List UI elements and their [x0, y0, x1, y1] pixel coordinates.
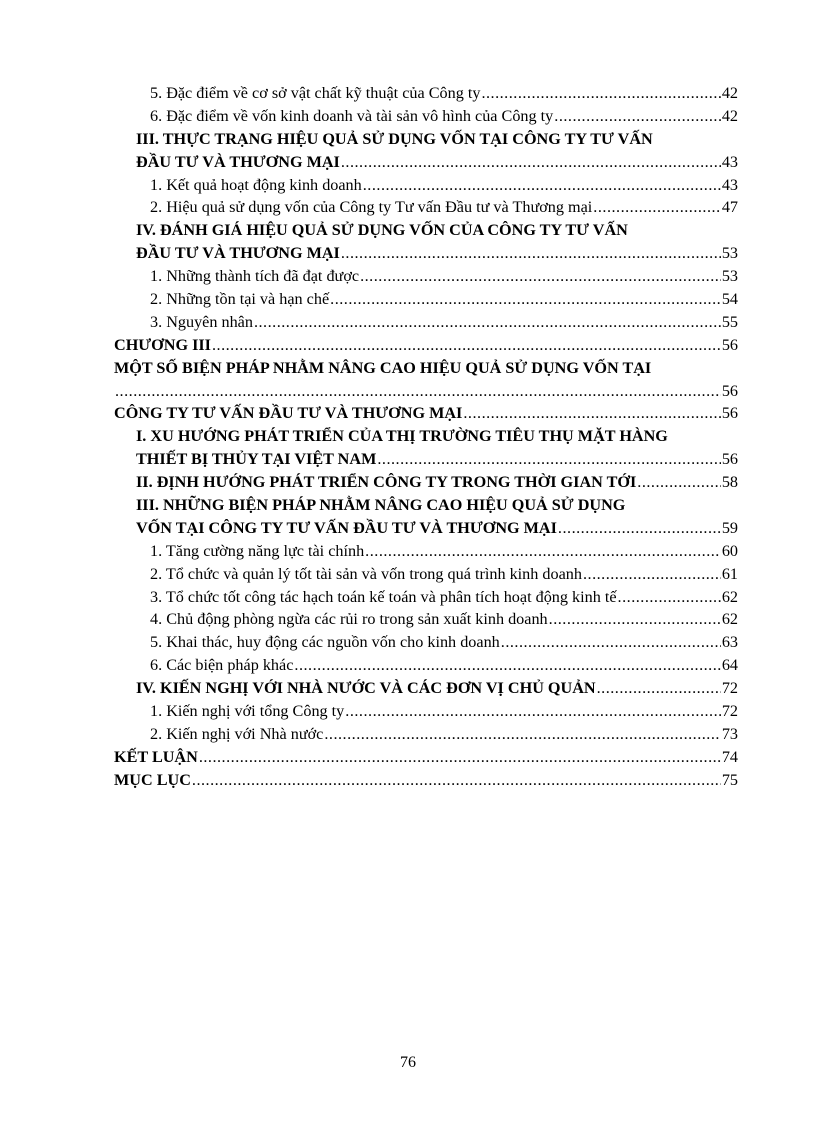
toc-entry — [114, 586, 738, 609]
toc-entry-title: IV. KIẾN NGHỊ VỚI NHÀ NƯỚC VÀ CÁC ĐƠN VỊ CHỦ QUẢN — [136, 679, 596, 698]
toc-entry — [114, 700, 738, 723]
toc-entry — [114, 448, 738, 471]
toc-entry-page: 64 — [721, 656, 738, 675]
toc-entry — [114, 425, 738, 448]
toc-entry-title: KẾT LUẬN — [114, 747, 198, 766]
toc-dot-leader — [463, 402, 720, 425]
toc-entry-title: 5. Đặc điểm về cơ sở vật chất kỹ thuật của Công ty — [150, 84, 481, 102]
toc-entry-title: III. NHỮNG BIỆN PHÁP NHẰM NÂNG CAO HIỆU QUẢ SỬ DỤNG — [136, 496, 626, 515]
toc-entry — [114, 334, 738, 357]
toc-entry-title: MỤC LỤC — [114, 770, 191, 789]
toc-dot-leader — [583, 563, 721, 586]
toc-entry-title: 6. Các biện pháp khác — [150, 656, 294, 675]
toc-entry-title: MỘT SỐ BIỆN PHÁP NHẰM NÂNG CAO HIỆU QUẢ SỬ DỤNG VỐN TẠI — [114, 358, 652, 377]
toc-dot-leader — [554, 105, 721, 128]
toc-entry — [114, 540, 738, 563]
toc-entry-title: 2. Những tồn tại và hạn chế — [150, 290, 330, 309]
toc-dot-leader — [294, 654, 720, 677]
toc-dot-leader — [558, 517, 721, 540]
page-number: 76 — [400, 1054, 416, 1071]
toc-entry-title: 1. Những thành tích đã đạt được — [150, 267, 360, 286]
toc-entry-page: 42 — [721, 84, 738, 102]
toc-dot-leader — [212, 334, 721, 357]
toc-entry-page: 73 — [721, 724, 738, 743]
toc-dot-leader — [593, 196, 721, 219]
toc-entry — [114, 654, 738, 677]
toc-entry-page: 56 — [721, 335, 738, 354]
toc-entry — [114, 288, 738, 311]
toc-dot-leader — [549, 608, 721, 631]
toc-entry — [114, 82, 738, 105]
toc-entry — [114, 105, 738, 128]
toc-entry-title: ĐẦU TƯ VÀ THƯƠNG MẠI — [136, 244, 340, 263]
toc-entry — [114, 677, 738, 700]
toc-entry — [114, 471, 738, 494]
toc-entry — [114, 311, 738, 334]
toc-entry-page: 62 — [721, 610, 738, 629]
toc-entry-title: 2. Hiệu quả sử dụng vốn của Công ty Tư vấn Đầu tư và Thương mại — [150, 198, 593, 217]
toc-entry-page: 42 — [721, 106, 738, 125]
toc-dot-leader — [618, 586, 721, 609]
toc-dot-leader — [363, 174, 721, 197]
toc-entry-page: 58 — [721, 473, 738, 492]
toc-entry-title: VỐN TẠI CÔNG TY TƯ VẤN ĐẦU TƯ VÀ THƯƠNG MẠI — [136, 518, 557, 537]
toc-entry-title: 2. Kiến nghị với Nhà nước — [150, 724, 324, 743]
toc-dot-leader — [330, 288, 721, 311]
toc-entry — [114, 151, 738, 174]
toc-entry-page: 75 — [721, 770, 738, 789]
toc-entry-title: 3. Nguyên nhân — [150, 312, 253, 331]
toc-entry — [114, 380, 738, 403]
toc-entry-title: 6. Đặc điểm về vốn kinh doanh và tài sản vô hình của Công ty — [150, 106, 554, 125]
toc-entry-title: CHƯƠNG III — [114, 335, 211, 354]
toc-entry-page: 56 — [721, 404, 738, 423]
toc-dot-leader — [324, 723, 720, 746]
toc-entry — [114, 563, 738, 586]
toc-entry-page: 63 — [721, 633, 738, 652]
toc-entry-page: 74 — [721, 747, 738, 766]
toc-entry-page: 60 — [721, 541, 738, 560]
toc-entry-title: CÔNG TY TƯ VẤN ĐẦU TƯ VÀ THƯƠNG MẠI — [114, 404, 463, 423]
toc-dot-leader — [341, 151, 721, 174]
toc-entry-page: 61 — [721, 564, 738, 583]
toc-entry — [114, 219, 738, 242]
toc-entry — [114, 769, 738, 792]
toc-entry-title: I. XU HƯỚNG PHÁT TRIỂN CỦA THỊ TRƯỜNG TIÊU THỤ MẶT HÀNG — [136, 427, 668, 446]
toc-entry — [114, 517, 738, 540]
toc-entry — [114, 746, 738, 769]
toc-entry — [114, 723, 738, 746]
toc-entry-title: 3. Tổ chức tốt công tác hạch toán kế toán và phân tích hoạt động kinh tế — [150, 587, 617, 606]
toc-entry-title: III. THỰC TRẠNG HIỆU QUẢ SỬ DỤNG VỐN TẠI CÔNG TY TƯ VẤN — [136, 129, 653, 148]
toc-entry-title: ĐẦU TƯ VÀ THƯƠNG MẠI — [136, 152, 340, 171]
toc-dot-leader — [254, 311, 721, 334]
toc-entry — [114, 402, 738, 425]
toc-entry — [114, 196, 738, 219]
toc-dot-leader — [345, 700, 721, 723]
toc-entry-title: 1. Kiến nghị với tổng Công ty — [150, 702, 345, 721]
toc-entry — [114, 174, 738, 197]
toc-entry-title: II. ĐỊNH HƯỚNG PHÁT TRIỂN CÔNG TY TRONG THỜI GIAN TỚI — [136, 473, 637, 492]
toc-dot-leader — [637, 471, 721, 494]
toc-dot-leader — [115, 380, 721, 403]
toc-entry-page: 72 — [721, 679, 738, 698]
toc-dot-leader — [341, 242, 721, 265]
toc-entry-page: 47 — [721, 198, 738, 217]
toc-entry-page: 62 — [721, 587, 738, 606]
table-of-contents — [114, 82, 738, 792]
toc-entry-page: 59 — [721, 518, 738, 537]
toc-entry — [114, 265, 738, 288]
toc-dot-leader — [192, 769, 721, 792]
toc-entry-page: 43 — [721, 175, 738, 194]
toc-entry-page: 53 — [721, 267, 738, 286]
toc-dot-leader — [597, 677, 721, 700]
toc-entry-title: 4. Chủ động phòng ngừa các rủi ro trong sản xuất kinh doanh — [150, 610, 548, 629]
toc-entry — [114, 631, 738, 654]
toc-entry-title: THIẾT BỊ THỦY TẠI VIỆT NAM — [136, 450, 377, 469]
toc-dot-leader — [365, 540, 721, 563]
toc-entry-title: 1. Tăng cường năng lực tài chính — [150, 541, 365, 560]
toc-entry-page: 72 — [721, 702, 738, 721]
toc-dot-leader — [360, 265, 721, 288]
toc-entry-title: 1. Kết quả hoạt động kinh doanh — [150, 175, 362, 194]
toc-entry-title: 2. Tổ chức và quản lý tốt tài sản và vốn trong quá trình kinh doanh — [150, 564, 582, 583]
toc-entry — [114, 242, 738, 265]
toc-entry-page: 43 — [721, 152, 738, 171]
toc-entry-page: 54 — [721, 290, 738, 309]
toc-entry-title: 5. Khai thác, huy động các nguồn vốn cho kinh doanh — [150, 633, 500, 652]
toc-entry-page: 53 — [721, 244, 738, 263]
toc-entry-page: 56 — [721, 450, 738, 469]
toc-entry — [114, 608, 738, 631]
toc-entry — [114, 357, 738, 380]
toc-entry-page: 56 — [721, 381, 738, 400]
toc-dot-leader — [501, 631, 721, 654]
toc-dot-leader — [199, 746, 721, 769]
toc-entry-page: 55 — [721, 312, 738, 331]
toc-entry — [114, 494, 738, 517]
toc-dot-leader — [377, 448, 720, 471]
toc-entry-title: IV. ĐÁNH GIÁ HIỆU QUẢ SỬ DỤNG VỐN CỦA CÔNG TY TƯ VẤN — [136, 221, 628, 240]
toc-dot-leader — [481, 82, 720, 105]
toc-entry — [114, 128, 738, 151]
